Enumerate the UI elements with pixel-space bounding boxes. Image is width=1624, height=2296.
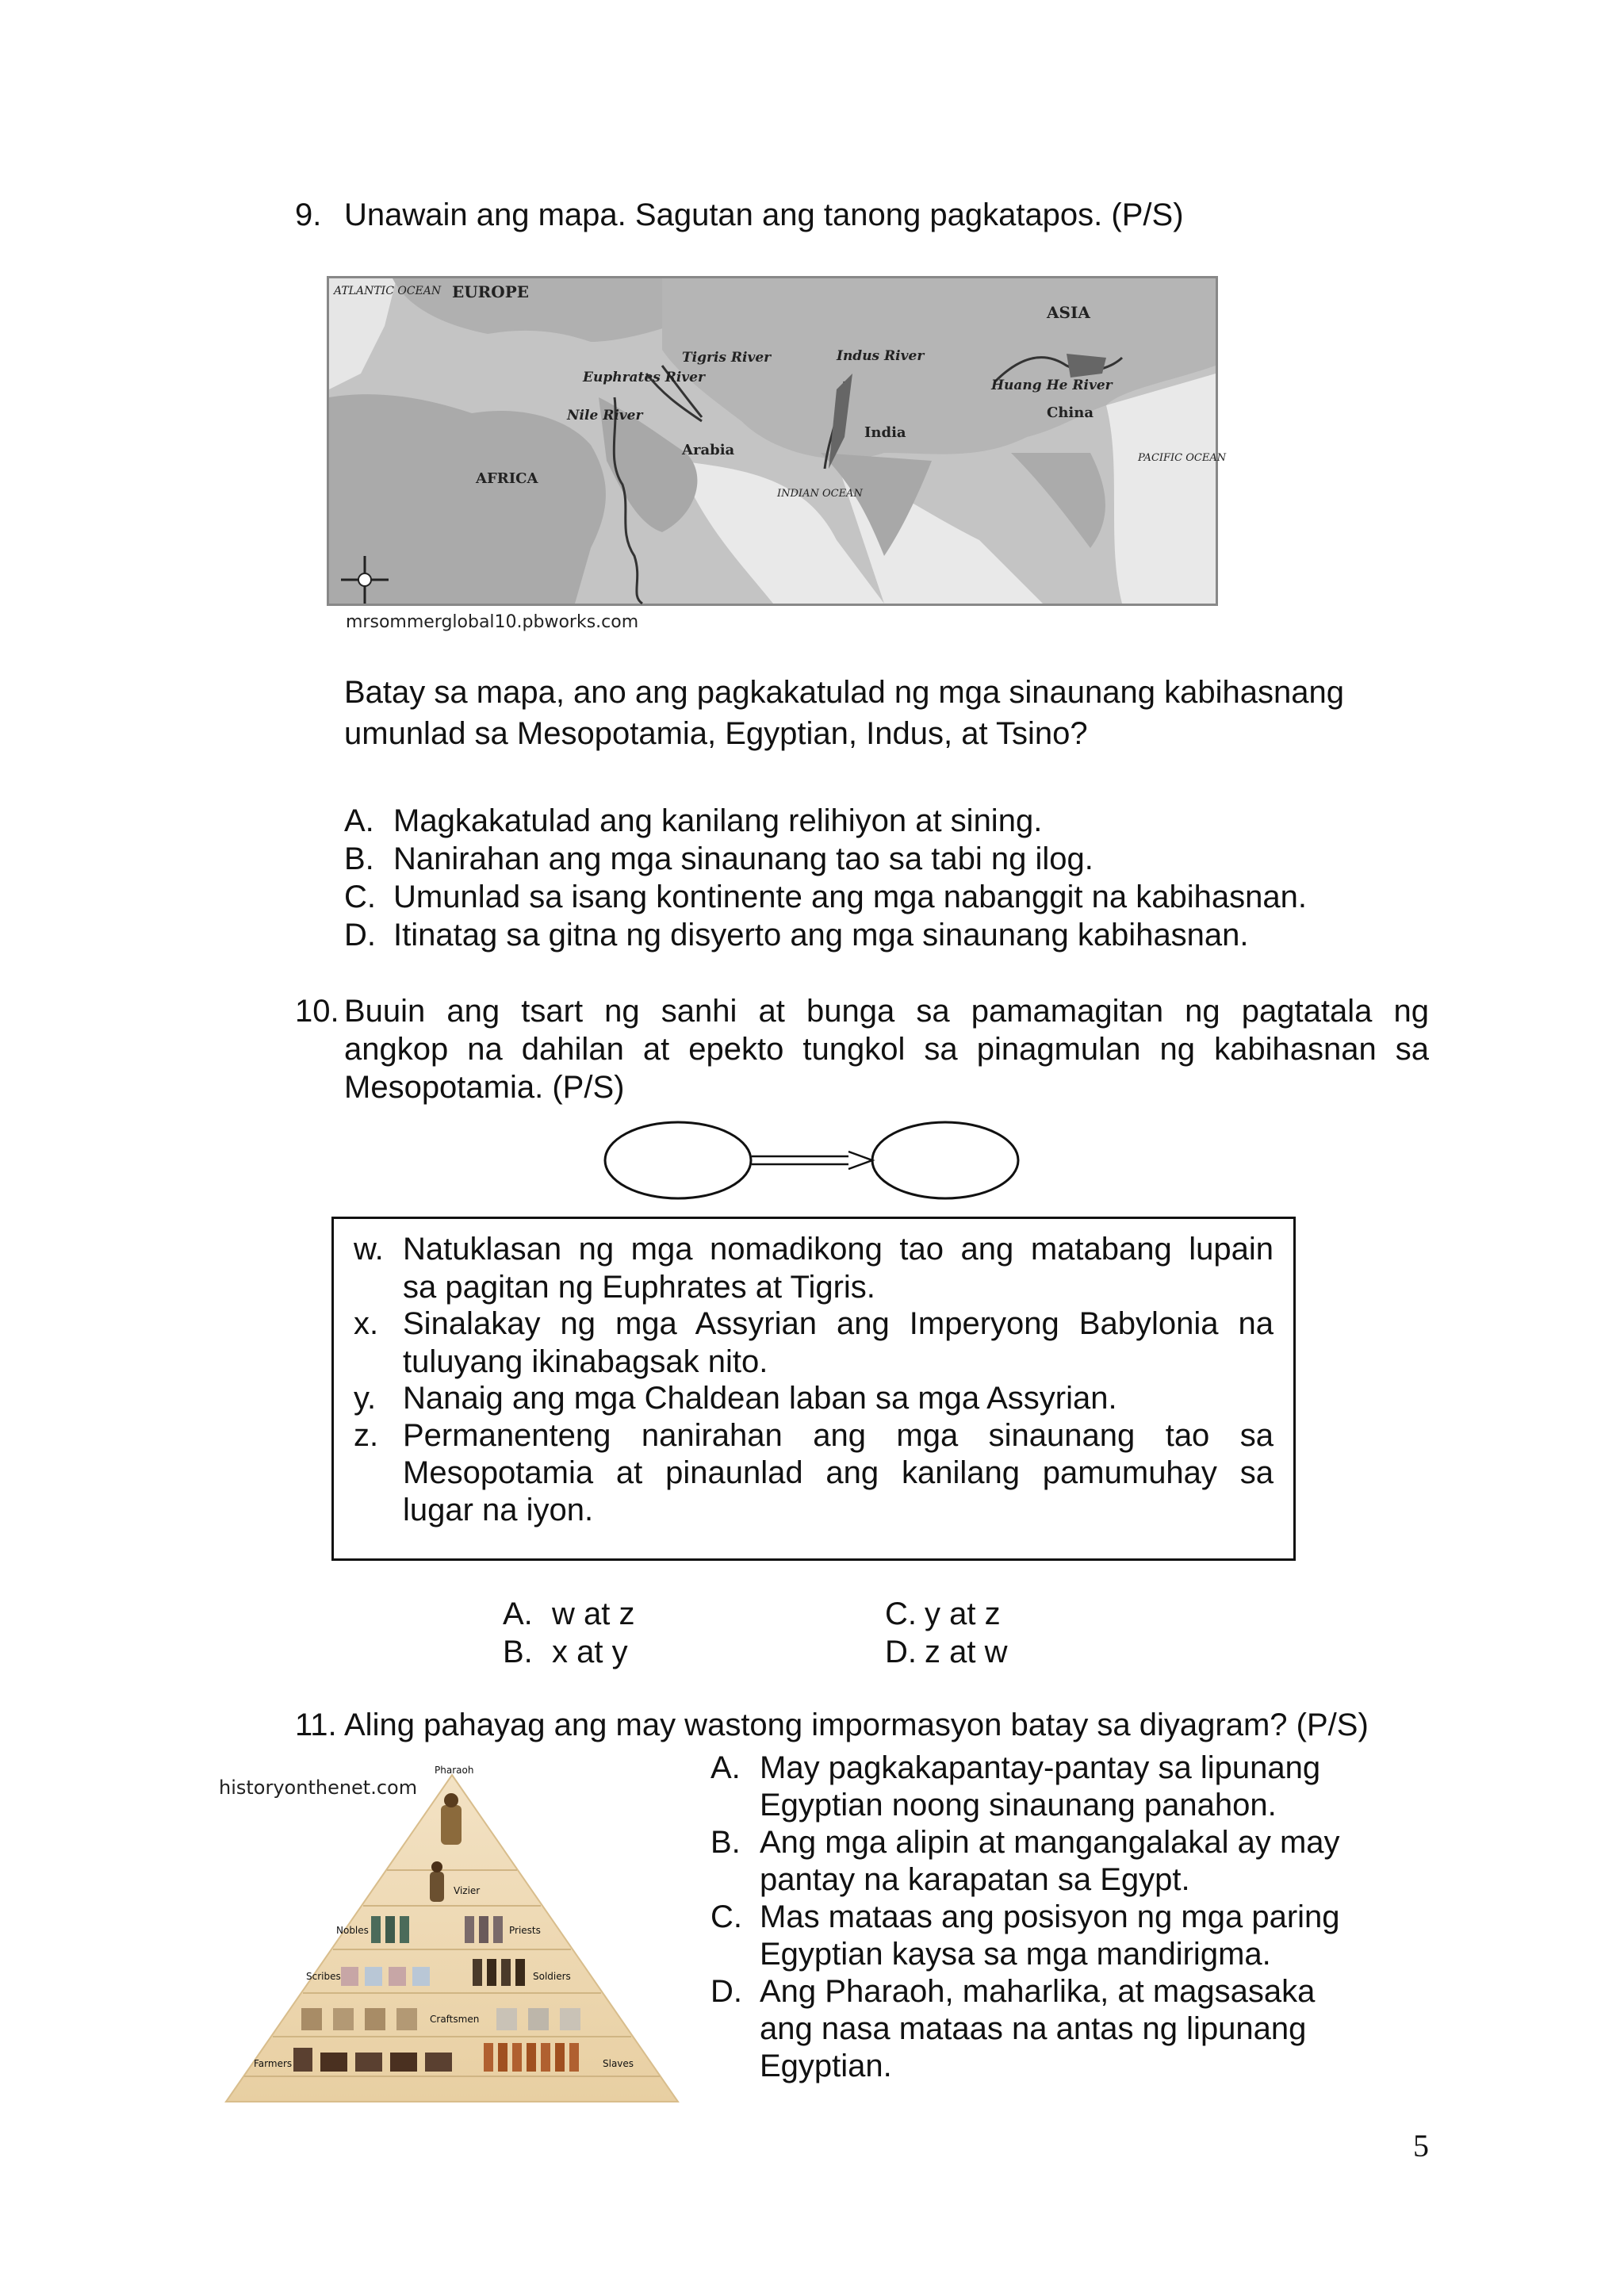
q9-option-c-letter: C.: [344, 880, 376, 914]
box-item-w-line2: sa pagitan ng Euphrates at Tigris.: [403, 1270, 875, 1305]
map-label-asia: ASIA: [1047, 303, 1090, 322]
map-label-atlantic: ATLANTIC OCEAN: [334, 285, 442, 297]
q11-prompt: Aling pahayag ang may wastong impormasyon batay sa diyagram? (P/S): [344, 1708, 1369, 1742]
box-item-x: [354, 1305, 378, 1343]
box-item-x-letter: x.: [354, 1306, 379, 1341]
pyramid-label-craftsmen: Craftsmen: [430, 2014, 480, 2025]
q9-option-a-text: Magkakatulad ang kanilang relihiyon at sining.: [393, 803, 1043, 838]
q9-option-d-text: Itinatag sa gitna ng disyerto ang mga sinaunang kabihasnan.: [393, 918, 1249, 953]
box-item-z-line1: [403, 1417, 1274, 1455]
pyramid-label-nobles: Nobles: [336, 1925, 369, 1936]
q9-option-d: [344, 917, 1249, 954]
box-item-y-letter: y.: [354, 1381, 377, 1416]
rivers-map-graphic: [329, 278, 1227, 604]
pyramid-label-vizier: Vizier: [454, 1885, 481, 1896]
map-label-india: India: [864, 424, 906, 441]
q10-option-b-text: x at y: [552, 1635, 628, 1669]
q9-option-a-letter: A.: [344, 803, 374, 838]
q9-option-b-letter: B.: [344, 841, 374, 876]
q11-option-d-line2: ang nasa mataas na antas ng lipunang: [760, 2011, 1307, 2046]
map-label-indus: Indus River: [837, 348, 925, 364]
q11-option-c-letter: C.: [710, 1899, 742, 1934]
q9-option-c: [344, 879, 1307, 916]
q9-prompt: Unawain ang mapa. Sagutan ang tanong pagkatapos. (P/S): [344, 197, 1184, 232]
map-label-tigris: Tigris River: [682, 350, 772, 366]
q10-line3: Mesopotamia. (P/S): [344, 1070, 625, 1105]
box-item-z-line2: [403, 1455, 1274, 1492]
box-item-w-line1: [403, 1231, 1274, 1268]
map-label-huang-he: Huang He River: [991, 378, 1113, 393]
nobles-figures-icon: [371, 1916, 409, 1943]
box-item-z-line2-text: Mesopotamia at pinaunlad ang kanilang pamumuhay sa: [403, 1455, 1274, 1490]
map-label-arabia: Arabia: [682, 442, 735, 458]
rivers-map: [327, 276, 1227, 606]
q11-option-a-line2: Egyptian noong sinaunang panahon.: [760, 1788, 1277, 1823]
q11-option-c-line1: Mas mataas ang posisyon ng mga paring: [760, 1899, 1340, 1934]
q11-option-d-line3: Egyptian.: [760, 2049, 892, 2083]
q11-number: 11.: [295, 1708, 337, 1742]
q10-option-d-text: z at w: [925, 1635, 1008, 1669]
pyramid-label-pharaoh: Pharaoh: [435, 1765, 474, 1776]
q9-stem-line2: umunlad sa Mesopotamia, Egyptian, Indus, at Tsino?: [344, 716, 1088, 751]
q10-option-b-letter: B.: [503, 1635, 533, 1669]
box-item-y-line1: Nanaig ang mga Chaldean laban sa mga Assyrian.: [403, 1381, 1117, 1416]
pyramid-credit: historyonthenet.com: [219, 1777, 418, 1799]
q9-option-d-letter: D.: [344, 918, 376, 953]
box-item-w-line1-text: Natuklasan ng mga nomadikong tao ang matabang lupain: [403, 1232, 1274, 1267]
q10-line2-text: angkop na dahilan at epekto tungkol sa pinagmulan ng kabihasnan sa: [344, 1032, 1429, 1067]
box-item-w-letter: w.: [354, 1232, 384, 1267]
pyramid-label-slaves: Slaves: [603, 2058, 634, 2069]
q9-option-a: [344, 803, 1042, 840]
q10-option-c-text: y at z: [925, 1596, 1001, 1631]
slaves-figures-icon: [484, 2043, 579, 2072]
q9-stem-line1: Batay sa mapa, ano ang pagkakatulad ng mga sinaunang kabihasnang: [344, 675, 1344, 710]
cause-effect-chart: [603, 1117, 1023, 1204]
map-credit: mrsommerglobal10.pbworks.com: [346, 612, 639, 632]
box-item-z: [354, 1417, 378, 1455]
q10-option-c-letter: C.: [885, 1596, 917, 1631]
q11-option-d-line1: Ang Pharaoh, maharlika, at magsasaka: [760, 1974, 1316, 2009]
q11-option-b-line1: Ang mga alipin at mangangalakal ay may: [760, 1825, 1340, 1860]
q11-option-b-letter: B.: [710, 1825, 741, 1860]
box-item-y: [354, 1380, 376, 1417]
page-number: 5: [1413, 2128, 1429, 2164]
q10-option-a: [503, 1596, 634, 1633]
q10-option-a-letter: A.: [503, 1596, 533, 1631]
q11-option-b: [710, 1824, 1340, 1899]
pyramid-label-priests: Priests: [509, 1925, 541, 1936]
map-label-africa: AFRICA: [476, 470, 538, 487]
pyramid-label-farmers: Farmers: [254, 2058, 293, 2069]
arrow-right-icon: [752, 1152, 872, 1169]
q9-option-c-text: Umunlad sa isang kontinente ang mga nabanggit na kabihasnan.: [393, 880, 1307, 914]
q11-option-c: [710, 1899, 1340, 1973]
map-label-euphrates: Euphrates River: [583, 370, 705, 385]
q10-option-d-letter: D.: [885, 1635, 917, 1669]
q11-option-d-letter: D.: [710, 1974, 742, 2009]
vizier-figure-icon: [430, 1861, 444, 1902]
map-label-europe: EUROPE: [452, 282, 530, 301]
q9-option-b: [344, 841, 1094, 878]
effect-oval[interactable]: [872, 1122, 1018, 1198]
map-label-indian-ocean: INDIAN OCEAN: [777, 488, 863, 500]
q11-option-a-letter: A.: [710, 1750, 741, 1785]
map-label-pacific: PACIFIC OCEAN: [1138, 452, 1227, 464]
egypt-social-pyramid: [222, 1759, 682, 2102]
q10-line2: [344, 1031, 1429, 1068]
q9-option-b-text: Nanirahan ang mga sinaunang tao sa tabi ng ilog.: [393, 841, 1094, 876]
box-item-x-line1: [403, 1305, 1274, 1343]
box-item-z-letter: z.: [354, 1418, 379, 1453]
q11-option-c-line2: Egyptian kaysa sa mga mandirigma.: [760, 1937, 1271, 1972]
q11-option-a-line1: May pagkakapantay-pantay sa lipunang: [760, 1750, 1321, 1785]
map-label-nile: Nile River: [567, 408, 643, 424]
box-item-x-line1-text: Sinalakay ng mga Assyrian ang Imperyong Babylonia na: [403, 1306, 1274, 1341]
q10-number: 10.: [295, 994, 339, 1029]
map-label-china: China: [1047, 404, 1094, 421]
q11-option-d: [710, 1973, 1315, 2085]
priests-figures-icon: [465, 1916, 503, 1943]
pyramid-label-soldiers: Soldiers: [533, 1971, 571, 1982]
box-item-x-line2: tuluyang ikinabagsak nito.: [403, 1344, 768, 1379]
pyramid-label-scribes: Scribes: [306, 1971, 341, 1982]
q10-line1: [344, 993, 1429, 1030]
q9-number: 9.: [295, 197, 322, 232]
q11-option-b-line2: pantay na karapatan sa Egypt.: [760, 1862, 1190, 1897]
q10-option-b: [503, 1634, 628, 1671]
box-item-w: [354, 1231, 384, 1268]
box-item-z-line3: lugar na iyon.: [403, 1493, 594, 1527]
q11-option-a: [710, 1750, 1320, 1824]
q10-line1-text: Buuin ang tsart ng sanhi at bunga sa pamamagitan ng pagtatala ng: [344, 994, 1429, 1029]
cause-oval[interactable]: [605, 1122, 751, 1198]
q10-option-a-text: w at z: [552, 1596, 635, 1631]
q10-option-d: [885, 1634, 1007, 1671]
box-item-z-line1-text: Permanenteng nanirahan ang mga sinaunang tao sa: [403, 1418, 1274, 1453]
q10-option-c: [885, 1596, 1001, 1633]
